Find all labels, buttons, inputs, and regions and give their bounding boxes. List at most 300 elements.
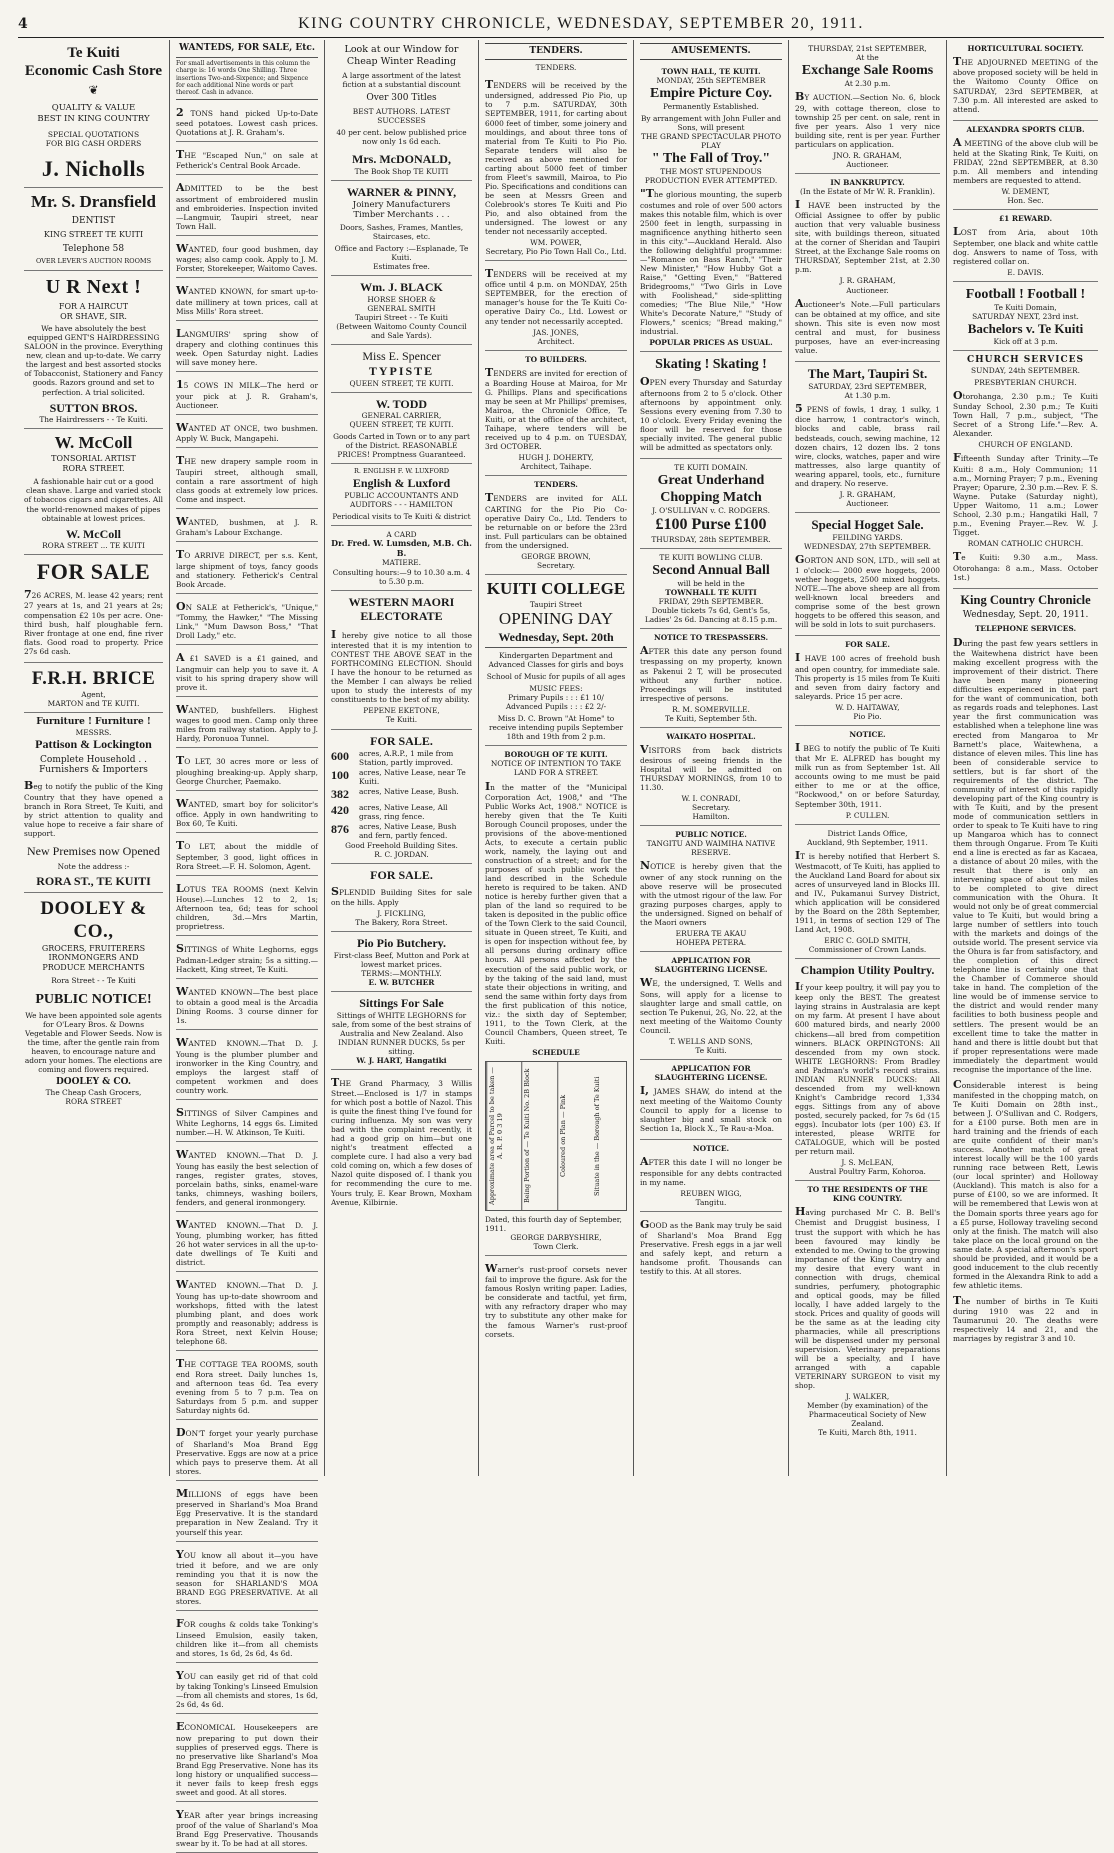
columns: [18, 40, 1104, 1849]
exchange-date: THURSDAY, 21st SEPTEMBER, At the: [808, 44, 927, 63]
classified-item: THE new drapery sample room in Taupiri street, although small, contain a rare assortment of high class goods at extremely low prices. Come and inspect.: [176, 450, 318, 509]
church-heading: CHURCH SERVICES: [966, 354, 1085, 365]
franklin-estate: (In the Estate of Mr W. R. Franklin).: [800, 186, 935, 196]
classified-item: WANTED KNOWN.—That D. J. Young has easily the best selection of ranges, register grates, stoves, porcelain baths, sinks, enamel-ware tanks, chimneys, washing boilers, fenders, and general ironmongery.: [176, 1144, 318, 1212]
classified-item: TO LET, about the middle of September, 3 good, light offices in Rora Street.—F. H. Solomon, Agent.: [176, 835, 318, 875]
tangitu-notice: [640, 826, 782, 952]
residents-body: Having purchased Mr C. B. Bell's Chemist and Druggist business, I trust the support with which he has been favoured may kindly be extended to me. Owing to the growing importance of the King Country and my desire that every want in connection with drugs, chemical sundries, perfumery, photographic and optical goods, may be filled locally, I have added largely to the stock. Prices and quality of goods will be the same as at the leading city pharmacies, while all prescriptions will be dispensed under my personal supervision. Veterinary preparations will be a specialty, and I have arranged with a capable VETERINARY SURGEON to visit my shop.: [795, 1205, 940, 1391]
mccoll-sub: TONSORIAL ARTIST RORA STREET.: [51, 453, 136, 473]
ornament: ❦: [88, 82, 99, 97]
editorial-date: Wednesday, Sept. 20, 1911.: [962, 609, 1089, 620]
wells-sign: T. WELLS AND SONS, Te Kuiti.: [669, 1036, 753, 1055]
land-row: [331, 822, 472, 840]
opening-date: Wednesday, Sept. 20th: [498, 629, 614, 644]
tender-sign: GEORGE BROWN, Secretary.: [521, 551, 591, 570]
splendid-sites: SPLENDID Building Sites for sale on the hills. Apply: [331, 884, 472, 908]
at-home: Miss D. C. Brown "At Home" to receive intending pupils September 18th and 19th from 2 p.m.: [488, 714, 624, 742]
ur-next-heading: U R Next !: [45, 276, 142, 299]
sittings-body: Sittings of WHITE LEGHORNS for sale, from some of the best strains of Australia and New Zealand. Also INDIAN RUNNER DUCKS, 5s per sitting.: [331, 1010, 472, 1056]
poultry-body: If your keep poultry, it will pay you to keep only the BEST. The greatest laying strains in Australasia are kept on my farm. At present I have about 600 matured birds, and nearly 2000 chickens—all bred from competition winners. BLACK ORPINGTONS: All descended from my own stock. WHITE LEGHORNS: From Bradley and Padman's world's record strains. INDIAN RUNNER DUCKS: All descended from my well-known Knight's Cambridge record 1,334 eggs. Sittings from any of above posted, securely packed, for 7s 6d (15 eggs). Incubator lots (per 100) £3. If interested, please WRITE for CATALOGUE, which will be posted per return mail.: [795, 979, 940, 1156]
piopio-heading: Pio Pio Butchery.: [357, 936, 446, 951]
classified-item: WANTED KNOWN—The best place to obtain a good meal is the Arcadia Dining Rooms. 3 course dinner for 1s.: [176, 981, 318, 1031]
grand-photoplay: THE GRAND SPECTACULAR PHOTO PLAY: [640, 132, 782, 151]
walker-sign: J. WALKER, Member (by examination) of the Pharmaceutical Society of New Zealand. Te Kuiti, March 8th, 1911.: [807, 1392, 928, 1438]
column-6: [789, 40, 947, 1476]
classified-item: TO ARRIVE DIRECT, per s.s. Kent, large shipment of toys, fancy goods and stationery. Fetherick's Central Book Arcade.: [176, 544, 318, 594]
poultry-heading: Champion Utility Poultry.: [800, 963, 935, 978]
pattison-body: Beg to notify the public of the King Country that they have opened a branch in Rora Street, Te Kuiti, and by strict attention to quality and value hope to receive a fair share of support.: [24, 779, 163, 838]
store-line: FOR BIG CASH ORDERS: [45, 139, 142, 149]
office-label: Office and Factory :—Esplanade, Te Kuiti.: [334, 244, 469, 263]
borough-notice: [485, 746, 627, 1256]
tender-sign: WM. POWER, Secretary, Pio Pio Town Hall Co., Ltd.: [485, 237, 627, 256]
classified-item: ON SALE at Fetherick's, "Unique," "Tommy, the Hawker," "The Missing Link," "Mum Dawson Boss," "That Droll Lady," etc.: [176, 596, 318, 646]
classified-item: FOR coughs & colds take Tonking's Linseed Emulsion, easily taken, children like it—from all chemists and stores, 1s 6d, 2s 6d, 4s 6d.: [176, 1613, 318, 1663]
classified-item: LOTUS TEA ROOMS (next Kelvin House).—Lunches 12 to 2, 1s; Afternoon tea, 6d; teas for school children, 3d.—Mrs Martin, proprietress.: [176, 878, 318, 937]
column-2: [170, 40, 325, 1849]
for-sale-heading: FOR SALE.: [370, 733, 433, 748]
store-line: QUALITY & VALUE: [51, 103, 136, 114]
brice-sub: Agent, MARTON and TE KUITI.: [47, 689, 140, 708]
alexandra-body: A MEETING of the above club will be held at the Skating Rink, Te Kuiti, on FRIDAY, 22nd SEPTEMBER, at 8.30 p.m. All members and intending members are requested to attend.: [953, 135, 1098, 186]
college-name: KUITI COLLEGE: [486, 579, 626, 598]
classified-item: WANTED, bushfellers. Highest wages to good men. Camp only three miles from railway station. Apply to J. Hardy, Poronuoa Tunnel.: [176, 699, 318, 749]
doors-label: Doors, Sashes, Frames, Mantles, Staircases, etc.: [339, 223, 464, 242]
schedule-col-header: Being Portion of: [523, 1149, 532, 1204]
spencer-ad: [331, 345, 472, 392]
purse: £100 Purse £100: [655, 516, 767, 534]
hogget-date: WEDNESDAY, 27th SEPTEMBER.: [804, 541, 931, 551]
bookshop-label: The Book Shop TE KUITI: [354, 166, 449, 176]
schedule-cell: Coloured on Plan — Pink: [557, 1062, 592, 1210]
mart-date: SATURDAY, 23rd SEPTEMBER, At 1.30 p.m.: [808, 381, 927, 400]
advanced-fee: Advanced Pupils : : : £2 2/-: [505, 702, 607, 712]
alexandra-heading: ALEXANDRA SPORTS CLUB.: [966, 124, 1085, 134]
new-premises: New Premises now Opened: [27, 844, 160, 859]
exchange-heading: Exchange Sale Rooms: [801, 63, 934, 79]
store-name: Te Kuiti Economic Cash Store: [24, 45, 163, 80]
sittings-ad: [331, 992, 472, 1070]
dooley-address: Rora Street - - Te Kuiti: [51, 975, 136, 985]
editorial-section: [953, 589, 1098, 1344]
classified-item: WANTED AT ONCE, two bushmen. Apply W. Buck, Mangapehi.: [176, 417, 318, 448]
furniture-heading: Furniture ! Furniture !: [36, 716, 151, 727]
land-row: [331, 803, 472, 821]
college-body: Kindergarten Department and Advanced Classes for girls and boys: [488, 651, 624, 670]
waikato-heading: WAIKATO HOSPITAL.: [666, 731, 756, 741]
dooley-sub: GROCERS, FRUITERERS IRONMONGERS AND PRODUCE MERCHANTS: [41, 943, 146, 973]
land-acres: 420: [331, 802, 349, 817]
notice-body: AFTER this date I will no longer be responsible for any debts contracted in my name.: [640, 1155, 782, 1187]
land-desc: acres, Native Lease, All grass, ring fence.: [359, 802, 448, 821]
classified-item: WANTED KNOWN.—That D. J. Young, plumbing worker, has fitted 26 hot water services in all the up-to-date dwellings of Te Kuiti and district.: [176, 1214, 318, 1273]
tender-2: [485, 261, 627, 351]
classified-item: YOU can easily get rid of that cold by taking Tonking's Linseed Emulsion—from all chemists and stores, 1s 6d, 2s 6d, 4s 6d.: [176, 1665, 318, 1715]
football-ad: [953, 282, 1098, 351]
haitaway-for-sale-ad: [795, 636, 940, 726]
builders-heading: TO BUILDERS.: [525, 354, 587, 364]
english-luxford-ad: [331, 464, 472, 526]
borough-body: In the matter of the "Municipal Corporation Act, 1908," and "The Public Works Act, 1908." NOTICE is hereby given that the Te Kuiti Borough Council proposes, under the provisions of the above-mentioned Acts, to execute a certain public work, namely, the laying out and construction of a street; and for the purposes of such public work the land described in the Schedule hereto is required to be taken. AND notice is hereby further given that a plan of the land so required to be taken is deposited in the public office of the Town Clerk to the said Council, situate in Queen street, Te Kuiti, and is open for inspection without fee, by all persons during ordinary office hours. All persons affected by the execution of the said public work, or by the taking of the said land, must state their objections in writing, and send the same within forty days from the first publication of this notice, viz.: the sixth day of September, 1911, to the Town Clerk, at the Council Chambers, Queen street, Te Kuiti.: [485, 779, 627, 1046]
bowling-club: TE KUITI BOWLING CLUB.: [659, 552, 763, 562]
fickling-sign: J. FICKLING, The Bakery, Rora Street.: [355, 909, 448, 928]
for-sale-body: 726 ACRES, M. lease 42 years; rent 27 years at 1s, and 21 years at 2s; compensation £2 10s per acre. One-third bush, half ploughable fern. River frontage at one end, fine river flats. Good road to property. Price 27s 6d cash.: [24, 588, 163, 656]
presbyterian-body: Otorohanga, 2.30 p.m.; Te Kuiti Sunday School, 2.30 p.m.; Te Kuiti Town Hall, 7 p.m., subject, "The Secret of a Strong Life."—Rev. A. Alexander.: [953, 388, 1098, 439]
jordan-for-sale-ad: [331, 730, 472, 865]
black-name: Wm. J. BLACK: [360, 280, 443, 295]
lands-body: IT is hereby notified that Herbert S. Westmacott, of Te Kuiti, has applied to the Auckland Land Board for about six acres of unsurveyed land in Blocks III. and IV., Pukamanui Survey District, which application will be considered by the Board on the 28th September, 1911, in terms of section 129 of The Land Act, 1908.: [795, 848, 940, 935]
chopping-contestants: J. O'SULLIVAN v. C. RODGERS.: [652, 506, 770, 516]
joinery-label: Joinery Manufacturers Timber Merchants . . .: [352, 199, 451, 220]
bankruptcy-heading: IN BANKRUPTCY.: [830, 177, 905, 187]
mart-ad: [795, 362, 940, 513]
column-4: [479, 40, 634, 1476]
arrangement: By arrangement with John Fuller and Sons, will present: [641, 114, 781, 133]
music-school: School of Music for pupils of all ages: [486, 672, 626, 682]
divider: [485, 647, 627, 648]
tender-4: [485, 476, 627, 575]
pattison-name: Pattison & Lockington: [35, 736, 152, 751]
football-date: SATURDAY NEXT, 23rd inst.: [972, 311, 1079, 321]
residents-heading: TO THE RESIDENTS OF THE KING COUNTRY.: [807, 1185, 928, 1204]
wigg-notice: [640, 1140, 782, 1212]
land-desc: acres, A.R.P., 1 mile from Station, partly improved.: [359, 749, 454, 768]
tender-3: [485, 351, 627, 477]
davis-sign: E. DAVIS.: [1007, 267, 1044, 277]
schedule-col-header: Situate in the: [592, 1150, 601, 1196]
classified-item: ADMITTED to be the best assortment of embroidered muslin and embroideries. Inspection invited—Langmuir, Taupiri street, near Town Hall.: [176, 177, 318, 236]
consulting-hours: Consulting hours:—9 to 10.30 a.m. 4 to 5.30 p.m.: [332, 567, 471, 586]
chopping-date: THURSDAY, 28th SEPTEMBER.: [651, 534, 771, 544]
tenders-heading: TENDERS.: [485, 43, 627, 60]
window-heading: Look at our Window for Cheap Winter Reading: [344, 44, 459, 67]
college-address: Taupiri Street: [529, 599, 583, 609]
tender-body: TENDERS are invited for erection of a Boarding House at Mairoa, for Mr G. Phillips. Plans and specifications may be seen at Mr Phillips' premises, Mairoa, the Chronicle Office, Te Kuiti, or at the office of the architect, Taihape, where tenders will be received up to 4 p.m. on TUESDAY, 3rd OCTOBER.: [485, 365, 627, 452]
slaughter-body: I, JAMES SHAW, do intend at the next meeting of the Waitomo County Council to apply for a license to slaughter big and small stock on Section 1a, Block X., Te Rau-a-Moa.: [640, 1083, 782, 1134]
reward-notice: [953, 210, 1098, 282]
stupendous: THE MOST STUPENDOUS PRODUCTION EVER ATTEMPTED.: [644, 167, 778, 186]
schedule-value: A. R. P. 0 3 19: [495, 1112, 504, 1159]
haircut-body: We have absolutely the best equipped GENT'S HAIRDRESSING SALOON in the province. Everything new, clean and up-to-date. We carry the largest and best assorted stocks of Tobacconist, Stationery and Fancy goods. Razors ground and set to perfection. A trial solicited.: [24, 324, 163, 397]
hogget-sale-ad: [795, 513, 940, 637]
newspaper-title: KING COUNTRY CHRONICLE, WEDNESDAY, SEPTEMBER 20, 1911.: [298, 14, 864, 32]
carrier-body: Goods Carted in Town or to any part of the District. REASONABLE PRICES! Promptness Guaranteed.: [333, 432, 470, 460]
classified-item: THE "Escaped Nun," on sale at Fetherick's Central Book Arcade.: [176, 144, 318, 175]
popular-prices: POPULAR PRICES AS USUAL.: [649, 338, 773, 348]
estimates-label: Estimates free.: [373, 262, 430, 272]
window-body: A large assortment of the latest fiction at a substantial discount: [342, 71, 461, 90]
notice-body: I BEG to notify the public of Te Kuiti that Mr E. ALFRED has bought my milk run as from September 1st. All accounts owing to me must be paid either to me or at the office, "Rockwood," on or before Saturday, September 30th, 1911.: [795, 740, 940, 809]
amusements-heading: AMUSEMENTS.: [640, 43, 782, 60]
mcdonald-name: Mrs. McDONALD,: [352, 152, 451, 167]
best-authors: BEST AUTHORS. LATEST SUCCESSES: [352, 107, 451, 126]
exchange-body: BY AUCTION.—Section No. 6, block 29, with cottage thereon, close to township 25 per cent. on sale, rent in five per years. Also 1 very nice building site, rent is per year. Further particulars on application.: [795, 90, 940, 149]
furniture-ad: [24, 713, 163, 893]
tenders-heading-2: TENDERS.: [534, 480, 578, 490]
pharmacy-ad: [331, 1070, 472, 1213]
feilding-yards: FEILDING YARDS.: [832, 532, 903, 542]
mccoll-name-2: W. McColl: [66, 526, 121, 541]
classified-item: THE COTTAGE TEA ROOMS, south end Rora street. Daily lunches 1s, and afternoon teas 6d. Tea every evening from 5 to 7 p.m. Tea on Saturdays from 5 p.m. and supper Saturday nights 6d.: [176, 1353, 318, 1421]
lands-office-notice: [795, 825, 940, 960]
slaughter-heading: APPLICATION FOR SLAUGHTERING LICENSE.: [654, 956, 768, 975]
poultry-ad: [795, 959, 940, 1181]
schedule-value: Te Kuiti No. 2B Block: [523, 1068, 532, 1139]
somerville-sign: R. M. SOMERVILLE. Te Kuiti, September 5th.: [665, 704, 757, 723]
classified-item: YEAR after year brings increasing proof of the value of Sharland's Moa Brand Egg Preservative. Thousands swear by it. To be had at all stores.: [176, 1804, 318, 1853]
ball-heading: Second Annual Ball: [652, 562, 770, 578]
schedule-col-header: Coloured on Plan: [558, 1119, 567, 1177]
editorial-body-2: Considerable interest is being manifested in the chopping match, on Te Kuiti Domain on 28th inst., between J. O'Sullivan and C. Rodgers, for a £100 purse. Both men are in hard training and the friends of each are quite confident of their man's success. Another match of great interest locally will be the 100 yards running race between Rett, Lewis (our local sprinter) and Holloway (Auckland). This match is also for a purse of £100, so we are informed. It will be remembered that Lewis won at the Domain sports three years ago for a £5 purse, Holloway traveling second only at the finish. The match will also take place on the local ground on the same date. A special afternoon's sport should be provided, and it would be a good inducement to the club recently formed in the Alexandra Rink to add a few athletic items.: [953, 1077, 1098, 1290]
column-1: [18, 40, 170, 1476]
hairdresser-ad: [24, 271, 163, 429]
classified-item: WANTED, four good bushmen, day wages; also camp cook. Apply to J. M. Forster, Storekeeper, Waitomo Caves.: [176, 238, 318, 278]
store-line: BEST IN KING COUNTRY: [37, 113, 150, 124]
wigg-sign: REUBEN WIGG, Tangitu.: [680, 1188, 742, 1207]
gold-smith-sign: ERIC C. GOLD SMITH, Commissioner of Crown Lands.: [808, 936, 927, 955]
column-5: [634, 40, 789, 1476]
classified-item: MILLIONS of eggs have been preserved in Sharland's Moa Brand Egg Preservative. It is the standard preparation in New Zealand. Try it yourself this year.: [176, 1483, 318, 1542]
classified-item: 15 COWS IN MILK—The herd or your pick at J. R. Graham's, Auctioneer.: [176, 374, 318, 414]
schedule-table: [485, 1061, 627, 1211]
bank-ad: [640, 1212, 782, 1283]
catholic-heading: ROMAN CATHOLIC CHURCH.: [967, 539, 1084, 549]
trespassers-body: AFTER this date any person found trespassing on my property, known as Pakenui 2 T, will be prosecuted without any further notice. Proceedings will be instituted irrespective of persons.: [640, 644, 782, 703]
opening-day: OPENING DAY: [498, 608, 614, 628]
lumsden-name: Dr. Fred. W. Lumsden, M.B. Ch. B.: [331, 537, 472, 558]
tangitu-heading: TANGITU AND WAIMIHA NATIVE RESERVE.: [646, 839, 776, 858]
winter-reading-ad: [331, 40, 472, 181]
football-location: Te Kuiti Domain,: [994, 302, 1057, 312]
bankruptcy-body: I HAVE been instructed by the Official Assignee to offer by public auction that very valuable business site, with buildings thereon, situated at the corner of Sheridan and Taupiri Street, at the Exchange Sale rooms on THURSDAY, September 21st, at 2.30 p.m.: [795, 197, 940, 275]
todd-name: W. TODD: [375, 396, 428, 411]
messrs-label: MESSRS.: [75, 727, 112, 737]
tender-body: TENDERS will be received at my office until 4 p.m. on MONDAY, 25th SEPTEMBER, for the erection of manager's house for the Te Kuiti Co-operative Dairy Co., Ltd. Lowest or any tender not necessarily accepted.: [485, 266, 627, 326]
public-notice-heading: PUBLIC NOTICE.: [675, 830, 747, 840]
ball-held: will be held in the: [677, 578, 745, 588]
schedule-cell: Being Portion of — Te Kuiti No. 2B Block: [521, 1062, 556, 1210]
england-heading: CHURCH OF ENGLAND.: [978, 440, 1073, 450]
football-heading: Football ! Football !: [965, 286, 1086, 302]
fall-of-troy: " The Fall of Troy.": [651, 151, 771, 167]
eketone-sign: PEPENE EKETONE, Te Kuiti.: [363, 706, 440, 725]
wanteds-intro: For small advertisements in this column the charge is: 16 words One Shilling. Three insertions Two-and-Sixpence; and Sixpence for each additional Nine words or part thereof. Cash in advance.: [176, 58, 318, 100]
accountants-label: PUBLIC ACCOUNTANTS AND AUDITORS - - - HAMILTON: [344, 490, 459, 509]
sutton-sub: The Hairdressers - - Te Kuiti.: [39, 415, 148, 425]
empire-picture-ad: [640, 63, 782, 352]
hogget-body: GORTON AND SON, LTD., will sell at 1 o'clock:— 2000 ewe hoggets, 2000 wether hoggets, 2500 mixed hoggets. NOTE.—The above sheep are all from well-known local breeders and comprise some of the best grown hoggets to be offered this season, and will be sold in lots to suit purchasers.: [795, 552, 940, 630]
classified-item: YOU know all about it—you have tried it before, and we are only reminding you that it is now the season for SHARLAND'S MOA BRAND EGG PRESERVATIVE. At all stores.: [176, 1544, 318, 1612]
exchange-time: At 2.30 p.m.: [844, 79, 891, 89]
telephone-heading: TELEPHONE SERVICES.: [974, 623, 1077, 633]
dooley-name: DOOLEY & CO.,: [40, 898, 147, 943]
rora-street: RORA ST., TE KUITI: [36, 873, 151, 888]
england-body: Fifteenth Sunday after Trinity.—Te Kuiti: 8 a.m., Holy Communion; 11 a.m., Morning Prayer; 7 p.m., Evening Prayer; Oparure, 2.30 p.m.—Rev. F. S. Wayne. Putake (Saturday night), Upper Waitomo, 11 a.m.; Lower School, 2.30 p.m.; Hangatiki Hall, 7 p.m., Evening Prayer.—Rev. W. J. Tigget.: [953, 451, 1098, 538]
monday-date: MONDAY, 25th SEPTEMBER: [656, 76, 766, 85]
classified-item: LANGMUIRS' spring show of drapery and clothing continues this week. Open Saturday night. Ladies will save money here.: [176, 323, 318, 373]
land-desc: acres, Native Lease, Bush and fern, partly fenced.: [359, 821, 457, 840]
alexandra-notice: [953, 121, 1098, 211]
mart-body: 5 PENS of fowls, 1 dray, 1 sulky, 1 dice harrow, 1 contractor's winch, blocks and cable, brass rail bedsteads, couch, sewing machine, 12 dozen chairs, 12 dozen lbs. 2 tons wire, clocks, watches, paper and wire mattresses, also large quantity of wearing apparel, tools, etc., furniture and drapery. No reserve.: [795, 402, 940, 488]
freehold-sites: Good Freehold Building Sites.: [345, 841, 458, 851]
page-number: 4: [18, 15, 28, 32]
sutton-name: SUTTON BROS.: [49, 400, 138, 415]
horticultural-heading: HORTICULTURAL SOCIETY.: [967, 44, 1084, 53]
classified-item: WANTED, bushmen, at J. R. Graham's Labour Exchange.: [176, 511, 318, 542]
cullen-sign: P. CULLEN.: [845, 810, 890, 820]
waikato-hospital-notice: [640, 728, 782, 827]
domain-label: TE KUITI DOMAIN.: [674, 463, 748, 473]
skating-body: OPEN every Thursday and Saturday afternoons from 2 to 5 o'clock. Other afternoons by appointment only. Sessions every evening from 7.30 to 10 o'clock. Every Friday evening the floor will be reserved for those specially invited. The general public will be admitted as spectators only.: [640, 375, 782, 452]
editorial-body-3: The number of births in Te Kuiti during 1910 was 22 and in Taumarunui 20. The deaths were respectively 14 and 21, and the marriages by registrar 3 and 10.: [953, 1293, 1098, 1344]
slaughter-license-2: [640, 1060, 782, 1141]
tender-1: [485, 72, 627, 261]
piopio-butchery-ad: [331, 932, 472, 992]
dentist-location: OVER LEVER'S AUCTION ROOMS: [35, 257, 152, 266]
slaughter-license-1: [640, 952, 782, 1060]
tangitu-body: NOTICE is hereby given that the owner of any stock running on the above reserve will be prosecuted with the utmost rigour of the law. For grazing purposes charges, apply to the undersigned. Signed on behalf of the Maori owners: [640, 859, 782, 928]
mccoll-body: A fashionable hair cut or a good clean shave. Large and varied stock of tobaccos cigars and cigarettes. All the world-renowned makes of pipes obtainable at lowest prices.: [24, 477, 163, 523]
dentist-address: KING STREET TE KUITI: [43, 229, 144, 239]
permanently: Permanently Established.: [663, 102, 759, 112]
fickling-for-sale-ad: [331, 864, 472, 932]
for-sale-heading: FOR SALE.: [370, 868, 433, 883]
town-clerk-sign: GEORGE DARBYSHIRE, Town Clerk.: [510, 1232, 602, 1251]
public-notice-body: We have been appointed sole agents for O'Leary Bros. & Downs Vegetable and Flower Seeds. Now is the time, after the gentle rain from heaven, to encourage nature and adorn your homes. The elections are coming and flowers required.: [24, 1011, 163, 1075]
address-note: Note the address :-: [57, 861, 130, 871]
schedule-cell: Approximate area of Parcel to be taken — A. R. P. 0 3 19: [486, 1062, 521, 1210]
cullen-notice: [795, 726, 940, 825]
for-sale-body: I HAVE 100 acres of freehold bush and open country, for immediate sale. This property is 15 miles from Te Kuiti and seven from dairy factory and saleyards. Price 15 per acre.: [795, 651, 940, 701]
lands-office-heading: District Lands Office, Auckland, 9th September, 1911.: [807, 828, 928, 847]
dooley-ad: [24, 893, 163, 1110]
tender-body: TENDERS will be received by the undersigned, addressed Pio Pio, up to 7 p.m. SATURDAY, 30th SEPTEMBER, 1911, for carting about 6000 feet of timber, some joinery and mouldings, and about three tons of material from Te Kuiti to Pio Pio. Separate tenders will also be received as above mentioned for carting about 5000 feet of timber from Fleet's sawmill, Mairoa, to Pio Pio. Specifications and conditions can be seen at Messrs Green and Colebrook's stores Te Kuiti and Pio Pio, and also obtained from the undersigned. The lowest or any tender not necessarily accepted.: [485, 78, 627, 236]
classified-item: TO LET, 30 acres more or less of ploughing breaking-up. Apply sharp, George Churcher, Paemako.: [176, 750, 318, 790]
masthead: [18, 10, 1104, 38]
over-300: Over 300 Titles: [366, 93, 437, 104]
graham-sign: J. R. GRAHAM, Auctioneer.: [839, 489, 896, 508]
classified-item: SITTINGS of Silver Campines and White Leghorns, 14 eggs 6s. Limited number.—H. W. Atkinson, Te Kuiti.: [176, 1102, 318, 1142]
todd-ad: [331, 393, 472, 465]
mart-heading: The Mart, Taupiri St.: [807, 366, 928, 382]
dooley-name-2: DOOLEY & CO.: [55, 1077, 132, 1088]
classified-item: 2 TONS hand picked Up-to-Date seed potatoes. Lowest cash prices. Quotations at J. R. Graham's.: [176, 102, 318, 142]
erueera-sign: ERUERA TE AKAU HOHEPA PETERA.: [675, 929, 747, 948]
public-notice-heading: PUBLIC NOTICE!: [35, 991, 152, 1007]
skating-ad: [640, 352, 782, 459]
sittings-heading: Sittings For Sale: [359, 995, 444, 1010]
schedule-value: Borough of Te Kuiti: [592, 1076, 601, 1141]
english-names: R. ENGLISH F. W. LUXFORD: [353, 467, 450, 476]
piopio-body: First-class Beef, Mutton and Pork at lowest market prices.: [333, 950, 470, 969]
skating-heading: Skating ! Skating !: [655, 357, 767, 373]
periodical-visits: Periodical visits to Te Kuiti & district: [332, 511, 471, 521]
chopping-match-ad: [640, 459, 782, 549]
chopping-heading: Great Underhand Chopping Match: [657, 473, 765, 506]
music-fees: MUSIC FEES:: [529, 684, 583, 694]
column-7: [947, 40, 1104, 1476]
dooley-sub-2: The Cheap Cash Grocers, RORA STREET: [45, 1088, 142, 1107]
land-acres: 876: [331, 821, 349, 836]
hogget-heading: Special Hogget Sale.: [811, 516, 924, 532]
ball-hall: TOWNHALL TE KUITI: [665, 587, 757, 597]
wanteds-list: [176, 102, 318, 1853]
typiste-label: TYPISTE: [368, 363, 435, 378]
schedule-col-header: Approximate area of Parcel to be taken: [488, 1075, 496, 1205]
schedule-heading: SCHEDULE: [532, 1047, 580, 1057]
reward-heading: £1 REWARD.: [998, 214, 1053, 224]
ball-tickets: Double tickets 7s 6d, Gent's 5s, Ladies' 2s 6d. Dancing at 8.15 p.m.: [644, 605, 778, 625]
slaughter-body: WE, the undersigned, T. Wells and Sons, will apply for a license to slaughter large and small cattle, on section Te Pukenui, 2G, No. 22, at the next meeting of the Waitomo County Council.: [640, 976, 782, 1035]
auctioneer-note: Auctioneer's Note.—Full particulars can be obtained at my office, and site shown. This site is even now most central and must, for business purposes, have an ever-increasing value.: [795, 296, 940, 356]
classified-item: WANTED KNOWN.—That D. J. Young is the plumber plumber and ironworker in the King Country, and employs the largest staff of competent workmen and does country work.: [176, 1032, 318, 1100]
borough-heading: BOROUGH OF TE KUITI.: [504, 750, 608, 760]
dentist-name: Mr. S. Dransfield: [31, 192, 156, 212]
dentist-ad: [24, 188, 163, 271]
classified-item: WANTED KNOWN, for smart up-to-date millinery at town prices, call at Miss Mills' Rora street.: [176, 280, 318, 320]
trespassers-notice: [640, 629, 782, 728]
conradi-sign: W. I. CONRADI, Secretary. Hamilton.: [681, 794, 741, 822]
trespassers-heading: NOTICE TO TRESPASSERS.: [653, 633, 769, 643]
borough-sub: NOTICE OF INTENTION TO TAKE LAND FOR A STREET.: [490, 759, 622, 778]
schedule-value: Pink: [558, 1094, 567, 1110]
black-address: Taupiri Street - - Te Kuiti (Between Waitomo County Council and Sale Yards).: [336, 313, 467, 341]
bachelors-match: Bachelors v. Te Kuiti: [967, 320, 1084, 336]
graham-sign: J. R. GRAHAM, Auctioneer.: [839, 276, 896, 295]
slaughter-heading: APPLICATION FOR SLAUGHTERING LICENSE.: [654, 1063, 768, 1082]
hart-sign: W. J. HART, Hangatiki: [356, 1055, 447, 1065]
matiere-label: MATIERE.: [381, 558, 422, 568]
classified-item: WANTED KNOWN.—That D. J. Young has up-to-date showroom and workshops, fitted with the latest plumbing plant, and does work promptly and reasonably; address is Rora Street, next Kelvin House; telephone 68.: [176, 1274, 318, 1351]
black-smith-ad: [331, 276, 472, 345]
store-line: SPECIAL QUOTATIONS: [47, 129, 140, 139]
catholic-body: Te Kuiti: 9.30 a.m., Mass. Otorohanga: 8 a.m., Mass. October 1st.): [953, 550, 1098, 582]
economic-cash-store-ad: [24, 40, 163, 188]
western-body: I hereby give notice to all those interested that it is my intention to CONTEST THE ABOVE SEAT in the FORTHCOMING ELECTION. Should I have the honour to be returned as the Member I can always be relied upon to study the interests of my constituents to the best of my ability.: [331, 627, 472, 705]
lumsden-ad: [331, 526, 472, 591]
terms-label: TERMS:—MONTHLY.: [361, 968, 442, 978]
for-sale-heading: FOR SALE: [36, 559, 151, 585]
residents-notice: [795, 1181, 940, 1441]
english-luxford-name: English & Luxford: [352, 476, 451, 491]
waikato-body: VISITORS from back districts desirous of seeing friends in the Hospital will be admitted on THURSDAY MORNINGS, from 10 to 11.30.: [640, 742, 782, 793]
classified-item: SITTINGS of White Leghorns, eggs Padman-Ledger strain; 5s a sitting.—Hackett, King street, Te Kuiti.: [176, 938, 318, 978]
corsets-body: Warner's rust-proof corsets never fail to improve the figure. Ask for the famous Roslyn writing paper. Ladies, be considerate and tactful, yet firm, with any refractory draper who may try to substitute any other make for the famous Warner's rust-proof corsets.: [485, 1261, 627, 1339]
land-row: [331, 787, 472, 802]
for-sale-ad: [24, 555, 163, 662]
jordan-sign: R. C. JORDAN.: [374, 850, 429, 860]
classified-item: WANTED, smart boy for solicitor's office. Apply in own handwriting to Box 60, Te Kuiti.: [176, 793, 318, 833]
presbyterian-heading: PRESBYTERIAN CHURCH.: [974, 377, 1077, 387]
tender-sign: JAS. JONES, Architect.: [533, 327, 579, 346]
church-date: SUNDAY, 24th SEPTEMBER.: [971, 365, 1080, 375]
spencer-name: Miss E. Spencer: [362, 349, 441, 364]
butcher-name: E. W. BUTCHER: [368, 977, 435, 987]
mccoll-address: RORA STREET ... TE KUITI: [42, 541, 145, 551]
nicholls-name: J. Nicholls: [41, 156, 146, 182]
town-hall: TOWN HALL, TE KUITI.: [661, 66, 761, 76]
empire-name: Empire Picture Coy.: [650, 86, 772, 102]
bowling-ball-ad: [640, 549, 782, 629]
church-services: [953, 351, 1098, 589]
dated-line: Dated, this fourth day of September, 1911.: [485, 1214, 622, 1233]
exchange-sale-ad: [795, 40, 940, 174]
tenders-sub: TENDERS.: [535, 62, 577, 72]
haitaway-sign: W. D. HAITAWAY, Pio Pio.: [835, 702, 900, 721]
for-sale-heading: FOR SALE.: [845, 640, 890, 650]
classified-item: A £1 SAVED is a £1 gained, and Langmuir can help you to save it. A visit to his spring drapery show will prove it.: [176, 647, 318, 697]
ball-date: FRIDAY, 29th SEPTEMBER.: [658, 596, 764, 606]
